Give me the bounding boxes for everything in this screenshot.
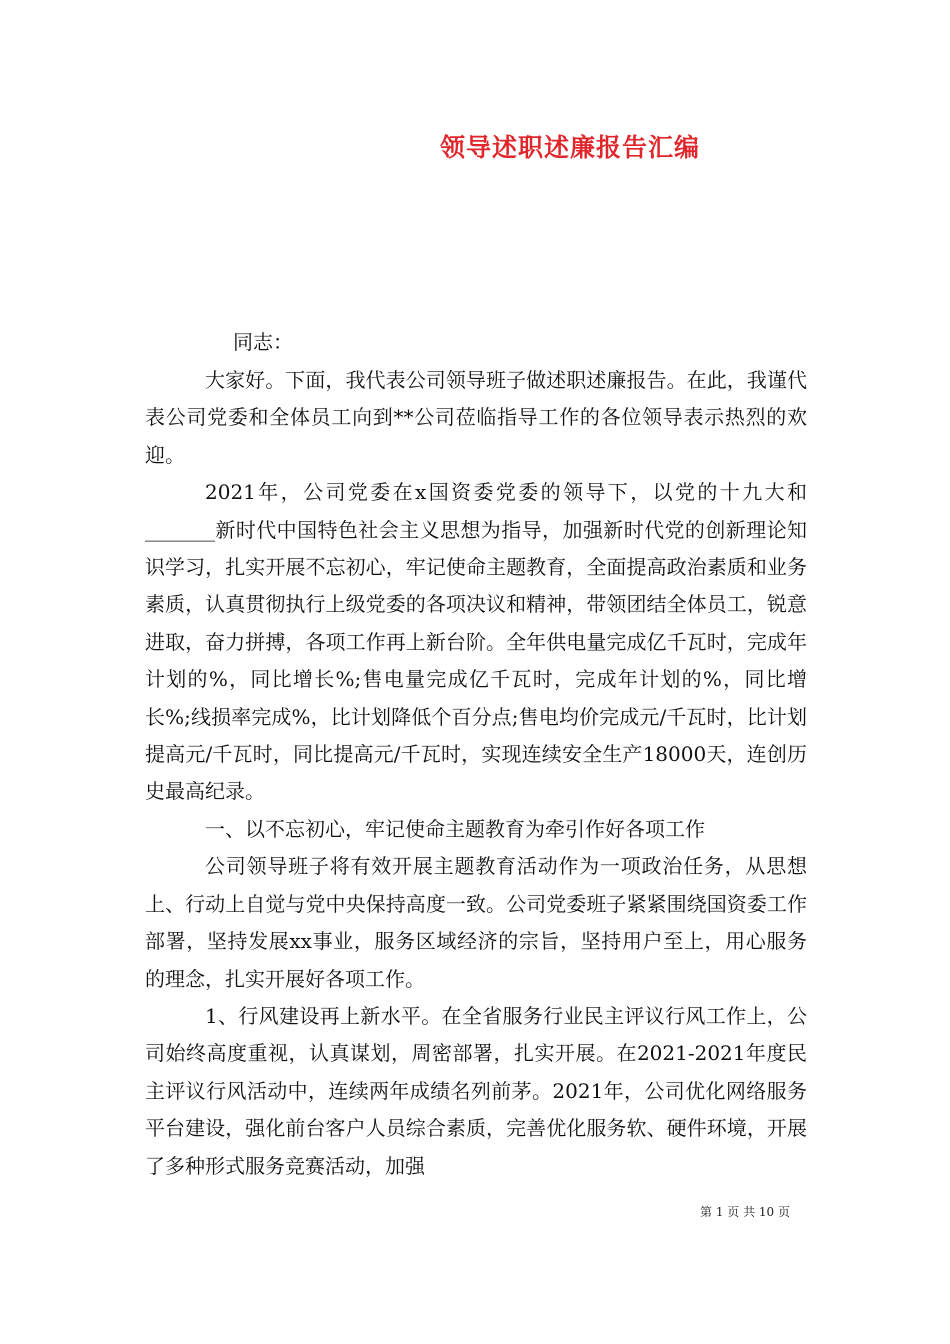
salutation: 同志： bbox=[233, 330, 293, 354]
paragraph-greeting: 大家好。下面，我代表公司领导班子做述职述廉报告。在此，我谨代表公司党委和全体员工向到**公司莅临指导工作的各位领导表示热烈的欢迎。 bbox=[145, 368, 807, 467]
document-title: 领导述职述廉报告汇编 bbox=[439, 133, 700, 162]
section-heading-1: 一、以不忘初心，牢记使命主题教育为牵引作好各项工作 bbox=[205, 816, 705, 841]
document-body bbox=[145, 362, 807, 1185]
page-number-footer: 第 1 页 共 10 页 bbox=[700, 1205, 790, 1219]
paragraph-section-1: 公司领导班子将有效开展主题教育活动作为一项政治任务，从思想上、行动上自觉与党中央保持高度一致。公司党委班子紧紧围绕国资委工作部署，坚持发展xx事业，服务区域经济的宗旨，坚持用户至上，用心服务的理念，扎实开展好各项工作。 bbox=[145, 854, 807, 991]
paragraph-annual-summary: 2021年，公司党委在x国资委党委的领导下，以党的十九大和_______新时代中国特色社会主义思想为指导，加强新时代党的创新理论知识学习，扎实开展不忘初心，牢记使命主题教育，全面提高政治素质和业务素质，认真贯彻执行上级党委的各项决议和精神，带领团结全体员工，锐意进取，奋力拼搏，各项工作再上新台阶。全年供电量完成亿千瓦时，完成年计划的%，同比增长%;售电量完成亿千瓦时，完成年计划的%，同比增长%;线损率完成%，比计划降低个百分点;售电均价完成元/千瓦时，比计划提高元/千瓦时，同比提高元/千瓦时，实现连续安全生产18000天，连创历史最高纪录。 bbox=[145, 480, 807, 804]
paragraph-item-1: 1、行风建设再上新水平。在全省服务行业民主评议行风工作上，公司始终高度重视，认真谋划，周密部署，扎实开展。在2021-2021年度民主评议行风活动中，连续两年成绩名列前茅。2021年，公司优化网络服务平台建设，强化前台客户人员综合素质，完善优化服务软、硬件环境，开展了多种形式服务竞赛活动，加强 bbox=[145, 1003, 807, 1178]
